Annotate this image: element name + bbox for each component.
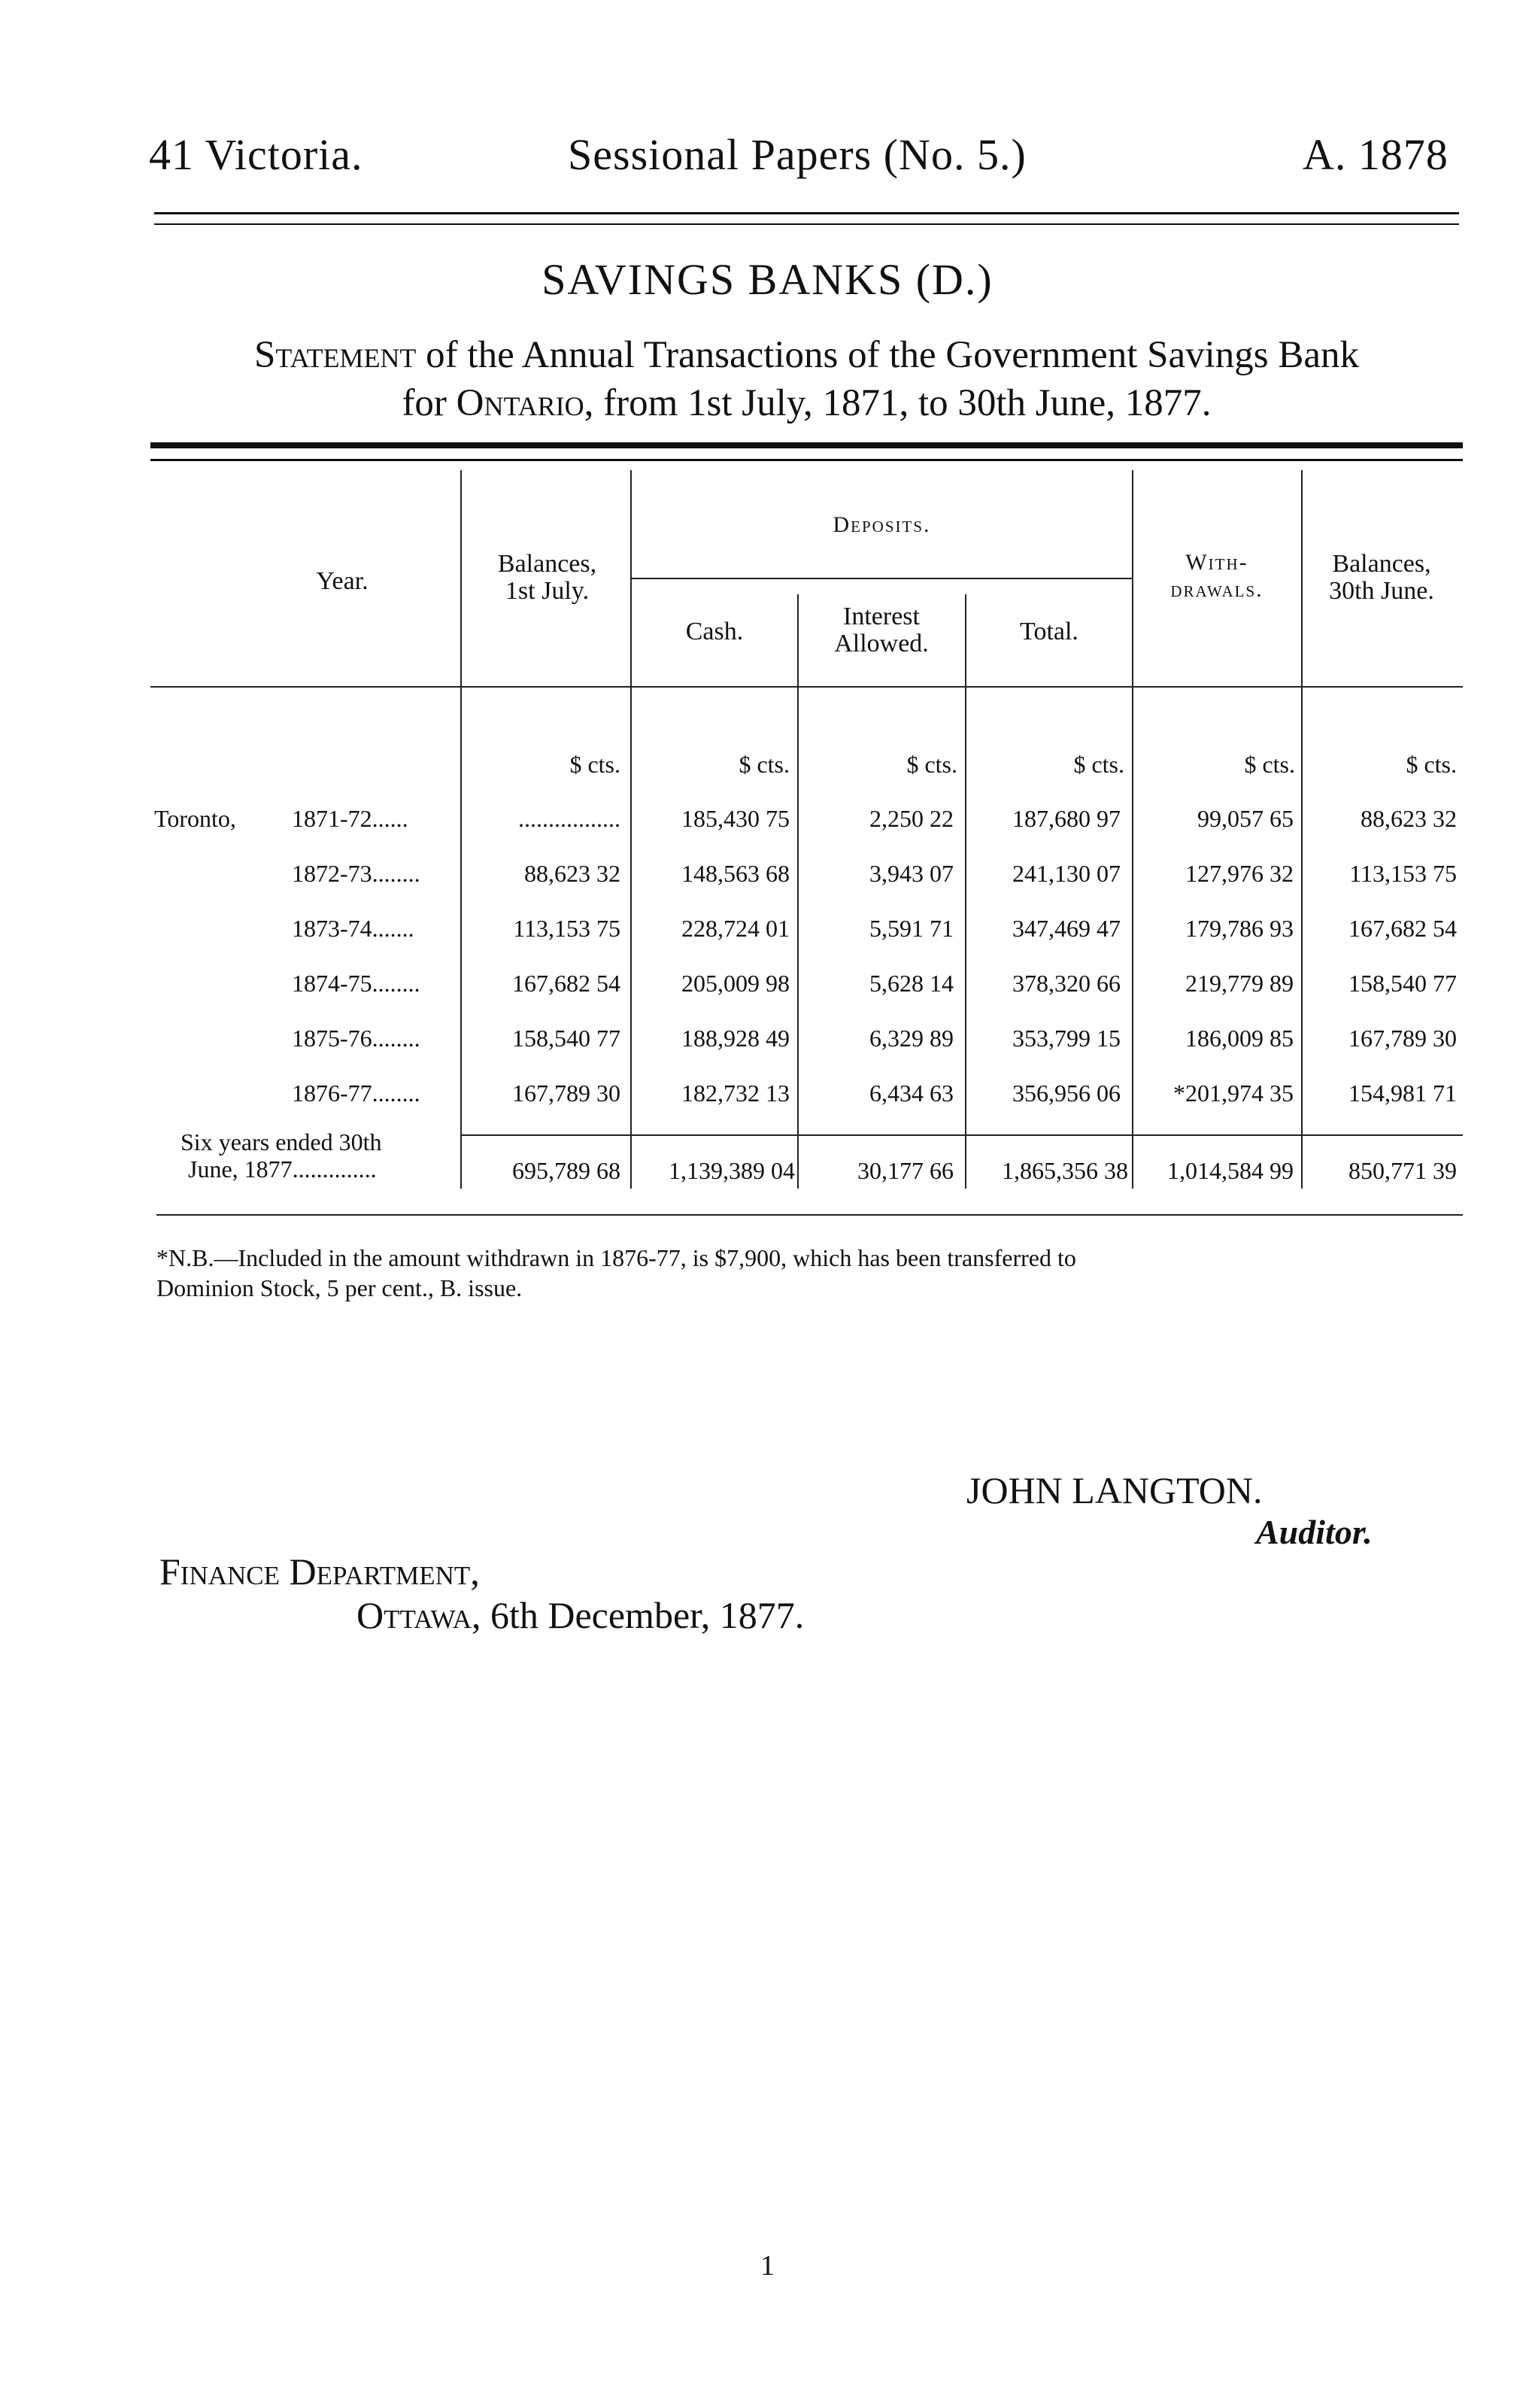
unit-total: $ cts. [1073,751,1124,778]
row-total: 347,469 47 [1012,915,1121,942]
department-name: Finance Department, [159,1550,480,1593]
header-balances-july [466,551,628,605]
header-interest [799,603,964,657]
header-interest-line2: Allowed. [834,630,929,657]
row-interest: 5,591 71 [869,915,954,942]
totals-cash: 1,139,389 04 [669,1157,795,1184]
row-bal-july: 113,153 75 [513,915,620,942]
header-year: A. 1878 [1303,130,1449,179]
row-bal-june: 158,540 77 [1348,970,1457,997]
totals-label-line2: June, 1877.............. [188,1155,377,1183]
row-interest: 6,434 63 [869,1080,954,1107]
statement-province: Ontario [456,382,584,424]
deposits-underline [632,578,1132,579]
header-balances-july-line2: 1st July. [505,577,590,605]
row-cash: 188,928 49 [681,1025,790,1052]
row-cash: 185,430 75 [681,805,790,832]
unit-bal-july: $ cts. [569,751,620,778]
row-total: 378,320 66 [1012,970,1121,997]
row-total: 353,799 15 [1012,1025,1121,1052]
statement-lead: Statement [253,334,417,376]
header-balances-june [1303,551,1461,605]
footnote-line-1: *N.B.—Included in the amount withdrawn in 1876-77, is $7,900, which has been transferred to [156,1244,1076,1271]
row-bal-july: 88,623 32 [524,860,620,887]
header-year: Year. [316,567,369,595]
row-year: 1874-75........ [292,970,420,997]
statement-text-2: , from 1st July, 1871, to 30th June, 1877. [584,382,1212,424]
row-bal-july: ................. [518,805,620,832]
col-divider-3 [797,594,799,1189]
header-withdrawals-line1: With- [1185,550,1248,575]
table-bottom-rule [156,1214,1463,1216]
row-cash: 148,563 68 [681,860,790,887]
header-withdrawals-line2: drawals. [1170,577,1263,602]
row-year: 1872-73........ [292,860,420,887]
row-year: 1875-76........ [292,1025,420,1052]
page-number: 1 [760,2250,775,2282]
department-date: , 6th December, 1877. [471,1594,805,1636]
row-interest: 2,250 22 [869,805,954,832]
totals-top-rule [460,1134,1463,1136]
signature-title: Auditor. [1256,1513,1373,1551]
row-bal-july: 167,789 30 [512,1080,620,1107]
unit-bal-june: $ cts. [1406,751,1457,778]
totals-bal-july: 695,789 68 [512,1157,620,1184]
row-bal-june: 167,682 54 [1348,915,1457,942]
row-withdrawals: 99,057 65 [1197,805,1294,832]
row-withdrawals: 127,976 32 [1185,860,1294,887]
place-label: Toronto, [154,805,236,832]
header-bottom-rule [150,686,1463,688]
row-interest: 6,329 89 [869,1025,954,1052]
row-year: 1871-72...... [292,805,408,832]
statement-text-1: of the Annual Transactions of the Government Savings Bank [416,334,1360,376]
totals-bal-june: 850,771 39 [1348,1157,1457,1184]
header-balances-june-line2: 30th June. [1329,577,1434,605]
row-total: 356,956 06 [1012,1080,1121,1107]
unit-withdrawals: $ cts. [1244,751,1295,778]
row-bal-july: 167,682 54 [512,970,620,997]
row-withdrawals: 186,009 85 [1185,1025,1294,1052]
department-place-date [356,1593,804,1637]
row-bal-june: 113,153 75 [1349,860,1457,887]
row-bal-june: 88,623 32 [1361,805,1457,832]
header-cash: Cash. [685,618,744,645]
header-total: Total. [1020,618,1078,645]
totals-label-line1: Six years ended 30th [180,1128,382,1155]
unit-cash: $ cts. [739,751,790,778]
header-balances-june-line1: Balances, [1332,550,1431,578]
header-interest-line1: Interest [843,603,920,630]
totals-interest: 30,177 66 [857,1157,954,1184]
statement-for: for [402,382,457,424]
unit-interest: $ cts. [906,751,957,778]
col-divider-1 [460,470,462,1189]
row-year: 1873-74....... [292,915,414,942]
row-withdrawals: *201,974 35 [1173,1080,1294,1107]
row-cash: 205,009 98 [681,970,790,997]
col-divider-4 [965,594,966,1189]
row-cash: 182,732 13 [681,1080,790,1107]
row-bal-june: 154,981 71 [1348,1080,1457,1107]
page-title: SAVINGS BANKS (D.) [541,255,994,304]
row-cash: 228,724 01 [681,915,790,942]
row-total: 187,680 97 [1012,805,1121,832]
row-withdrawals: 179,786 93 [1185,915,1294,942]
signature-name: JOHN LANGTON. [966,1469,1263,1511]
row-withdrawals: 219,779 89 [1185,970,1294,997]
header-deposits: Deposits. [833,512,931,537]
totals-withdrawals: 1,014,584 99 [1167,1157,1294,1184]
header-balances-july-line1: Balances, [497,550,597,578]
row-year: 1876-77........ [292,1080,420,1107]
row-bal-july: 158,540 77 [512,1025,620,1052]
header-sessional-papers: Sessional Papers (No. 5.) [568,130,1027,179]
header-withdrawals [1133,549,1300,603]
row-interest: 3,943 07 [869,860,954,887]
department-place: Ottawa [356,1594,472,1636]
header-volume: 41 Victoria. [149,130,363,179]
footnote-line-2: Dominion Stock, 5 per cent., B. issue. [156,1274,523,1301]
row-interest: 5,628 14 [869,970,954,997]
totals-total: 1,865,356 38 [1002,1157,1128,1184]
row-bal-june: 167,789 30 [1348,1025,1457,1052]
row-total: 241,130 07 [1012,860,1121,887]
